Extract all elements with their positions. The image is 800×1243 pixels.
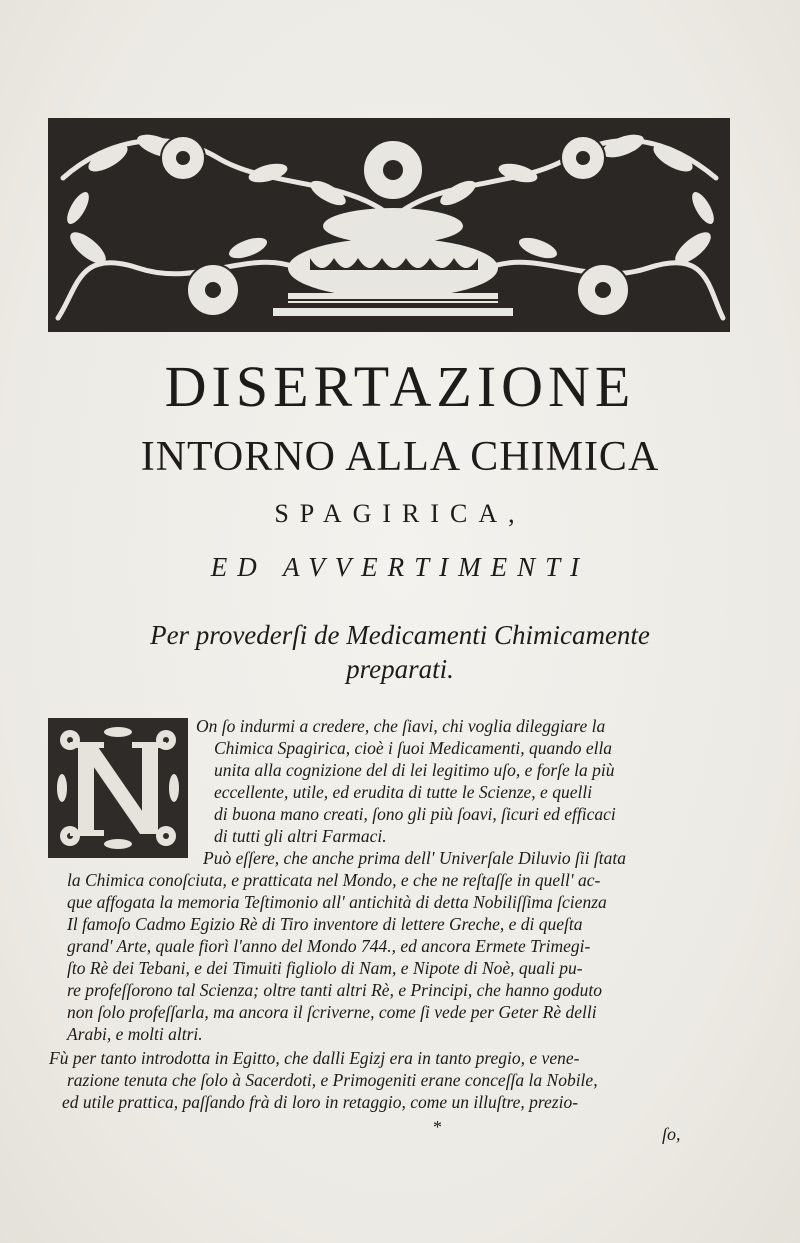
body-text-line: ed utile prattica, paſſando frà di loro in retaggio, come un illuſtre, prezio- bbox=[62, 1092, 579, 1112]
body-text-line: razione tenuta che ſolo à Sacerdoti, e Primogeniti erane conceſſa la Nobile, bbox=[67, 1070, 598, 1090]
signature-mark: * bbox=[433, 1117, 442, 1137]
body-text-line: Può eſſere, che anche prima dell' Univerſale Diluvio ſii ſtata bbox=[203, 848, 626, 868]
body-text-line: que affogata la memoria Teſtimonio all' antichità di detta Nobiliſſima ſcienza bbox=[67, 892, 607, 912]
woodcut-headpiece-ornament bbox=[48, 118, 730, 332]
catchword: ſo, bbox=[662, 1124, 681, 1144]
body-text-line: Chimica Spagirica, cioè i ſuoi Medicamenti, quando ella bbox=[214, 738, 613, 758]
body-text-line: re profeſſorono tal Scienza; oltre tanti altri Rè, e Principi, che hanno goduto bbox=[67, 980, 602, 1000]
body-text-line: Fù per tanto introdotta in Egitto, che dalli Egizj era in tanto pregio, e vene- bbox=[49, 1048, 580, 1068]
title-line-3: SPAGIRICA, bbox=[274, 499, 526, 528]
subtitle: Per provederſi de Medicamenti Chimicamente preparati. bbox=[150, 620, 650, 684]
body-text-line: Il famoſo Cadmo Egizio Rè di Tiro inventore di lettere Greche, e di queſta bbox=[67, 914, 583, 934]
title-line-4: ED AVVERTIMENTI bbox=[210, 552, 590, 582]
decorated-initial-n bbox=[48, 718, 188, 858]
body-text-line: la Chimica conoſciuta, e pratticata nel Mondo, e che ne reſtaſſe in quell' ac- bbox=[67, 870, 601, 890]
body-text-line: non ſolo profeſſarla, ma ancora il ſcriverne, come ſi vede per Geter Rè delli bbox=[67, 1002, 597, 1022]
body-text-line: di buona mano creati, ſono gli più ſoavi, ſicuri ed efficaci bbox=[214, 804, 616, 824]
body-text-line: unita alla cognizione del di lei legitimo uſo, e forſe la più bbox=[214, 760, 615, 780]
body-text-line: On ſo indurmi a credere, che ſiavi, chi voglia dileggiare la bbox=[196, 716, 606, 736]
title-line-2: INTORNO ALLA CHIMICA bbox=[140, 434, 660, 480]
body-text-line: ſto Rè dei Tebani, e dei Timuiti figliolo di Nam, e Nipote di Noè, quali pu- bbox=[67, 958, 583, 978]
body-text-line: eccellente, utile, ed erudita di tutte le Scienze, e quelli bbox=[214, 782, 593, 802]
body-text-line: grand' Arte, quale fiorì l'anno del Mondo 744., ed ancora Ermete Trimegi- bbox=[67, 936, 591, 956]
body-text-line: di tutti gli altri Farmaci. bbox=[214, 826, 387, 846]
title-main: DISERTAZIONE bbox=[164, 354, 636, 419]
body-text-line: Arabi, e molti altri. bbox=[67, 1024, 203, 1044]
